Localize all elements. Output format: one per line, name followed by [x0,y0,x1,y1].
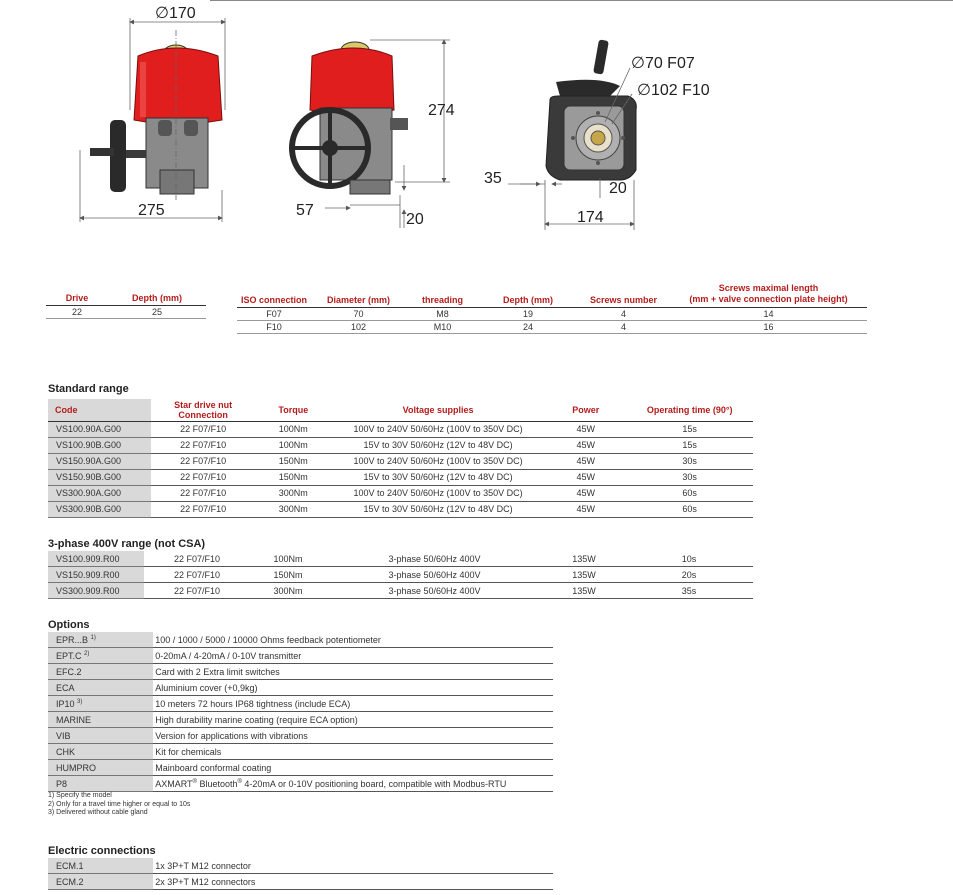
table-row [48,421,753,437]
dim-274: 274 [428,102,455,119]
option-code-text: IP10 [56,698,75,709]
table-row [48,728,553,744]
star-drive-header [151,399,256,421]
cell: 22 F07/F10 [151,453,256,469]
dim-174: 174 [577,209,604,226]
cell: 22 F07/F10 [144,583,250,599]
option-code [48,760,153,776]
option-description: High durability marine coating (require ECA option) [153,712,553,728]
option-code [48,712,153,728]
cell: 22 F07/F10 [144,567,250,583]
option-code [48,728,153,744]
table-row [48,874,553,890]
cell: 22 F07/F10 [151,485,256,501]
cell: 70 [311,308,406,321]
option-description: Kit for chemicals [153,744,553,760]
table-row [48,712,553,728]
option-code [48,696,153,712]
dim-35: 35 [484,170,502,187]
table-row [48,858,553,874]
option-description: Version for applications with vibrations [153,728,553,744]
table-row [237,321,867,334]
option-code-text: ECA [56,682,75,693]
cell: 22 F07/F10 [151,421,256,437]
option-code-text: EPT.C [56,650,82,661]
option-code [48,648,153,664]
cell: ECM.2 [48,874,153,890]
options-table [48,632,553,792]
actuator-front-view [90,45,222,194]
three-phase-title: 3-phase 400V range (not CSA) [48,538,206,550]
table-row [48,437,753,453]
option-description-part: ® [237,778,242,785]
cell: VS150.909.R00 [48,567,144,583]
option-code-text: EPR...B [56,634,89,645]
cell: VS100.909.R00 [48,551,144,567]
cell: VS150.90A.G00 [48,453,151,469]
dim-20-b: 20 [609,180,627,197]
cell: 45W [545,453,626,469]
standard-range-title: Standard range [48,383,129,395]
option-description-part: Bluetooth [196,778,238,789]
star-drive-label: Star drive nut [174,399,233,410]
option-code [48,744,153,760]
actuator-bottom-view [546,39,636,180]
cell: 15V to 30V 50/60Hz (12V to 48V DC) [331,501,545,517]
cell: VS300.90B.G00 [48,501,151,517]
cell: F07 [237,308,311,321]
cell: 135W [543,583,625,599]
screws-length-header [670,283,867,308]
footnote-ref: 2) [84,650,90,657]
cell: 14 [670,308,867,321]
drive-value: 22 [46,306,108,319]
cell: VS100.90B.G00 [48,437,151,453]
cell: 22 F07/F10 [151,501,256,517]
cell: 102 [311,321,406,334]
electric-table [48,858,553,890]
code-header: Code [48,399,151,421]
option-code [48,680,153,696]
option-description: 0-20mA / 4-20mA / 0-10V transmitter [153,648,553,664]
option-code [48,776,153,792]
table-row [48,776,553,792]
option-code-text: MARINE [56,714,92,725]
dim-57: 57 [296,202,314,219]
cell: 22 F07/F10 [151,437,256,453]
table-row [48,583,753,599]
option-description-part: 4-20mA or 0-10V positioning board, compatible with Modbus-RTU [241,778,507,789]
options-title: Options [48,619,90,631]
cell: 100V to 240V 50/60Hz (100V to 350V DC) [331,421,545,437]
cell: 30s [626,453,753,469]
electric-title: Electric connections [48,845,156,857]
table-row [48,501,753,517]
option-code-text: P8 [56,778,68,789]
power-header: Power [545,399,626,421]
footnote-ref: 3) [77,698,83,705]
option-code-text: HUMPRO [56,762,96,773]
table-row [48,760,553,776]
cell: 2x 3P+T M12 connectors [153,874,553,890]
table-row [48,696,553,712]
cell: 45W [545,469,626,485]
cell: 150Nm [256,453,331,469]
table-row [48,680,553,696]
cell: 15V to 30V 50/60Hz (12V to 48V DC) [331,469,545,485]
footnotes [48,792,190,818]
connection-label: Connection [178,409,228,420]
depth-header: Depth (mm) [479,283,577,308]
footnote-2: 2) Only for a travel time higher or equal to 10s [48,800,191,808]
option-description-part: AXMART [155,778,193,789]
operating-time-header: Operating time (90°) [626,399,753,421]
cell: 100V to 240V 50/60Hz (100V to 350V DC) [331,485,545,501]
cell: VS150.90B.G00 [48,469,151,485]
standard-range-table [48,399,753,518]
cell: 300Nm [250,583,326,599]
cell: 100Nm [256,421,331,437]
option-code-text: VIB [56,730,71,741]
option-description: Card with 2 Extra limit switches [153,664,553,680]
three-phase-table [48,551,753,599]
option-code [48,632,153,648]
footnote-3: 3) Delivered without cable gland [48,809,148,816]
cell: 45W [545,485,626,501]
cell: 60s [626,485,753,501]
footnote-1: 1) Specify the model [48,792,112,799]
cell: 4 [577,321,670,334]
iso-table [237,283,867,334]
cell: 22 F07/F10 [151,469,256,485]
cell: F10 [237,321,311,334]
cell: 150Nm [256,469,331,485]
option-description-part: ® [192,778,197,785]
cell: 3-phase 50/60Hz 400V [326,583,543,599]
cell: 15s [626,421,753,437]
option-description [153,776,553,792]
diameter-header: Diameter (mm) [311,283,406,308]
option-description: Mainboard conformal coating [153,760,553,776]
cell: 150Nm [250,567,326,583]
cell: 22 F07/F10 [144,551,250,567]
iso-connection-header: ISO connection [237,283,311,308]
threading-header: threading [406,283,479,308]
dim-20-a: 20 [406,211,424,228]
voltage-header: Voltage supplies [331,399,545,421]
screws-length-label: Screws maximal length [718,283,819,293]
cell: VS100.90A.G00 [48,421,151,437]
cell: 30s [626,469,753,485]
cell: 135W [543,551,625,567]
cell: 4 [577,308,670,321]
option-code-text: EFC.2 [56,666,82,677]
drive-depth-value: 25 [108,306,206,319]
table-row [48,632,553,648]
cell: 3-phase 50/60Hz 400V [326,551,543,567]
drive-header: Drive [46,283,108,306]
dim-102-f10: ∅102 F10 [637,82,710,99]
cell: 300Nm [256,485,331,501]
cell: 300Nm [256,501,331,517]
table-row [48,567,753,583]
cell: 19 [479,308,577,321]
table-row [237,308,867,321]
cell: 35s [625,583,753,599]
dim-275: 275 [138,202,165,219]
drive-table [46,283,206,319]
dim-70-f07: ∅70 F07 [631,55,695,72]
table-row [48,485,753,501]
cell: ECM.1 [48,858,153,874]
cell: 20s [625,567,753,583]
cell: VS300.90A.G00 [48,485,151,501]
cell: 100Nm [250,551,326,567]
screws-number-header: Screws number [577,283,670,308]
footnote-ref: 1) [90,634,96,641]
option-description: 100 / 1000 / 5000 / 10000 Ohms feedback potentiometer [153,632,553,648]
cell: 15s [626,437,753,453]
torque-header: Torque [256,399,331,421]
cell: 45W [545,501,626,517]
table-row [48,648,553,664]
cell: 15V to 30V 50/60Hz (12V to 48V DC) [331,437,545,453]
table-row [48,744,553,760]
cell: 100Nm [256,437,331,453]
cell: 10s [625,551,753,567]
table-row [48,469,753,485]
cell: 135W [543,567,625,583]
table-row [48,664,553,680]
table-row [48,453,753,469]
technical-drawing [0,0,953,245]
table-row [48,551,753,567]
cell: 24 [479,321,577,334]
cell: 1x 3P+T M12 connector [153,858,553,874]
option-description: 10 meters 72 hours IP68 tightness (include ECA) [153,696,553,712]
cell: 3-phase 50/60Hz 400V [326,567,543,583]
option-code-text: CHK [56,746,76,757]
option-description: Aluminium cover (+0,9kg) [153,680,553,696]
cell: M8 [406,308,479,321]
option-code [48,664,153,680]
cell: 45W [545,421,626,437]
cell: M10 [406,321,479,334]
cell: 45W [545,437,626,453]
cell: 16 [670,321,867,334]
drive-depth-header: Depth (mm) [108,283,206,306]
dim-170: ∅170 [155,5,196,22]
cell: VS300.909.R00 [48,583,144,599]
cell: 60s [626,501,753,517]
actuator-side-view [292,42,408,194]
screws-length-sublabel: (mm + valve connection plate height) [689,294,848,304]
cell: 100V to 240V 50/60Hz (100V to 350V DC) [331,453,545,469]
